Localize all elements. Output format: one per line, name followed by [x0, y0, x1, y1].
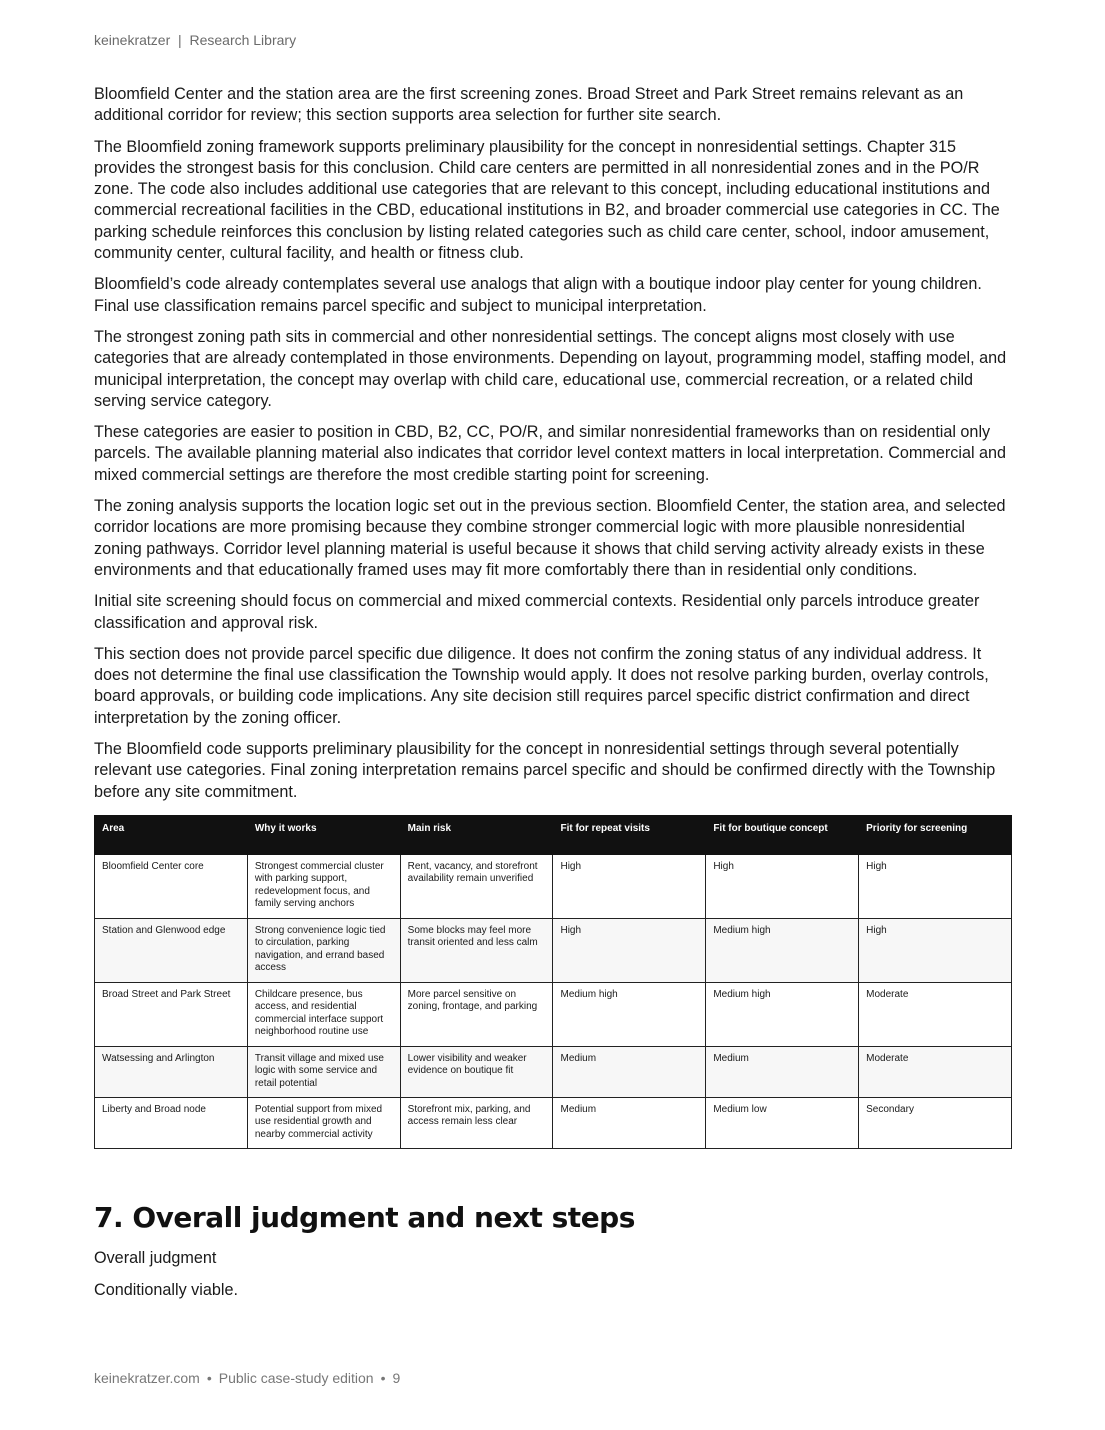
section-subheading: Overall judgment — [94, 1248, 217, 1267]
table-cell: Medium — [553, 1097, 706, 1148]
table-cell: Moderate — [859, 982, 1012, 1046]
table-cell: Lower visibility and weaker evidence on boutique fit — [400, 1046, 553, 1097]
paragraph: This section does not provide parcel specific due diligence. It does not confirm the zoning status of any individual address. It does not determine the final use classification the Township would apply. It does not resolve parking burden, overlay controls, board approvals, or building code implications. Any site decision still requires parcel specific district confirmation and direct interpretation by the zoning officer. — [94, 644, 989, 727]
column-header-area: Area — [95, 815, 248, 854]
table-cell: Childcare presence, bus access, and residential commercial interface support neighborhood routine use — [247, 982, 400, 1046]
footer-bullet: • — [206, 1370, 212, 1386]
page-content — [94, 84, 1012, 1312]
table-cell: High — [859, 918, 1012, 982]
paragraph: The Bloomfield zoning framework supports preliminary plausibility for the concept in nonresidential settings. Chapter 315 provides the strongest basis for this conclusion. Child care centers are permitted in all nonresidential zones and in the PO/R zone. The code also includes additional use categories that are relevant to this concept, including educational institutions and commercial recreational facilities in the CBD, educational institutions in B2, and broader commercial use categories in CC. The parking schedule reinforces this conclusion by listing related categories such as child care center, school, indoor amusement, community center, cultural facility, and health or fitness club. — [94, 137, 1000, 263]
table-cell: Bloomfield Center core — [95, 854, 248, 918]
footer-bullet: • — [380, 1370, 386, 1386]
footer-site: keinekratzer.com — [94, 1370, 200, 1386]
page-header — [94, 32, 296, 48]
table-header-row — [95, 815, 1012, 854]
table-cell: High — [553, 854, 706, 918]
table-row — [95, 1097, 1012, 1148]
table-cell: Medium high — [553, 982, 706, 1046]
section-title: 7. Overall judgment and next steps — [94, 1200, 635, 1234]
table-cell: Transit village and mixed use logic with some service and retail potential — [247, 1046, 400, 1097]
table-cell: Strongest commercial cluster with parking support, redevelopment focus, and family serving anchors — [247, 854, 400, 918]
screening-table — [94, 815, 1012, 1149]
table-cell: Medium low — [706, 1097, 859, 1148]
table-cell: Medium — [553, 1046, 706, 1097]
footer-edition: Public case-study edition — [218, 1370, 374, 1386]
table-cell: High — [553, 918, 706, 982]
column-header-repeat-visits: Fit for repeat visits — [553, 815, 706, 854]
column-header-priority: Priority for screening — [859, 815, 1012, 854]
paragraph: Bloomfield Center and the station area are the first screening zones. Broad Street and Park Street remains relevant as an additional corridor for review; this section supports area selection for further site search. — [94, 85, 964, 125]
paragraph: The Bloomfield code supports preliminary plausibility for the concept in nonresidential settings through several potentially relevant use categories. Final zoning interpretation remains parcel specific and should be confirmed directly with the Township before any site commitment. — [94, 740, 996, 801]
paragraph: Bloomfield’s code already contemplates several use analogs that align with a boutique indoor play center for young children. Final use classification remains parcel specific and subject to municipal interpretation. — [94, 275, 982, 315]
paragraph: Initial site screening should focus on commercial and mixed commercial contexts. Residential only parcels introduce greater classification and approval risk. — [94, 592, 980, 632]
table-cell: Broad Street and Park Street — [95, 982, 248, 1046]
table-row — [95, 854, 1012, 918]
table-row — [95, 982, 1012, 1046]
table-row — [95, 1046, 1012, 1097]
table-cell: Station and Glenwood edge — [95, 918, 248, 982]
table-cell: Some blocks may feel more transit oriented and less calm — [400, 918, 553, 982]
table-cell: Watsessing and Arlington — [95, 1046, 248, 1097]
paragraph: These categories are easier to position in CBD, B2, CC, PO/R, and similar nonresidential frameworks than on residential only parcels. The available planning material also indicates that corridor level context matters in local interpretation. Commercial and mixed commercial settings are therefore the most credible starting point for screening. — [94, 423, 1007, 484]
table-cell: Medium high — [706, 982, 859, 1046]
header-separator: | — [178, 32, 182, 48]
paragraph: The zoning analysis supports the location logic set out in the previous section. Bloomfield Center, the station area, and selected corridor locations are more promising because they combine stronger commercial logic with more plausible nonresidential zoning pathways. Corridor level planning material is useful because it shows that child serving activity already exists in these environments and that educationally framed uses may fit more comfortably there than in residential only conditions. — [94, 497, 1006, 579]
table-cell: Moderate — [859, 1046, 1012, 1097]
table-cell: Medium high — [706, 918, 859, 982]
table-cell: Liberty and Broad node — [95, 1097, 248, 1148]
table-cell: Medium — [706, 1046, 859, 1097]
table-cell: High — [859, 854, 1012, 918]
header-site: keinekratzer — [94, 32, 171, 48]
table-cell: Secondary — [859, 1097, 1012, 1148]
section-verdict: Conditionally viable. — [94, 1281, 238, 1300]
table-cell: High — [706, 854, 859, 918]
column-header-boutique-fit: Fit for boutique concept — [706, 815, 859, 854]
column-header-why: Why it works — [247, 815, 400, 854]
page-number: 9 — [392, 1370, 401, 1386]
table-cell: Strong convenience logic tied to circulation, parking navigation, and errand based access — [247, 918, 400, 982]
table-cell: Rent, vacancy, and storefront availability remain unverified — [400, 854, 553, 918]
paragraph: The strongest zoning path sits in commercial and other nonresidential settings. The concept aligns most closely with use categories that are already contemplated in those environments. Depending on layout, programming model, staffing model, and municipal interpretation, the concept may overlap with child care, educational use, commercial recreation, or a related child serving service category. — [94, 327, 1007, 410]
page-footer — [94, 1370, 400, 1386]
header-section: Research Library — [189, 32, 297, 48]
column-header-risk: Main risk — [400, 815, 553, 854]
table-cell: Potential support from mixed use residential growth and nearby commercial activity — [247, 1097, 400, 1148]
table-row — [95, 918, 1012, 982]
table-cell: More parcel sensitive on zoning, frontage, and parking — [400, 982, 553, 1046]
table-cell: Storefront mix, parking, and access remain less clear — [400, 1097, 553, 1148]
